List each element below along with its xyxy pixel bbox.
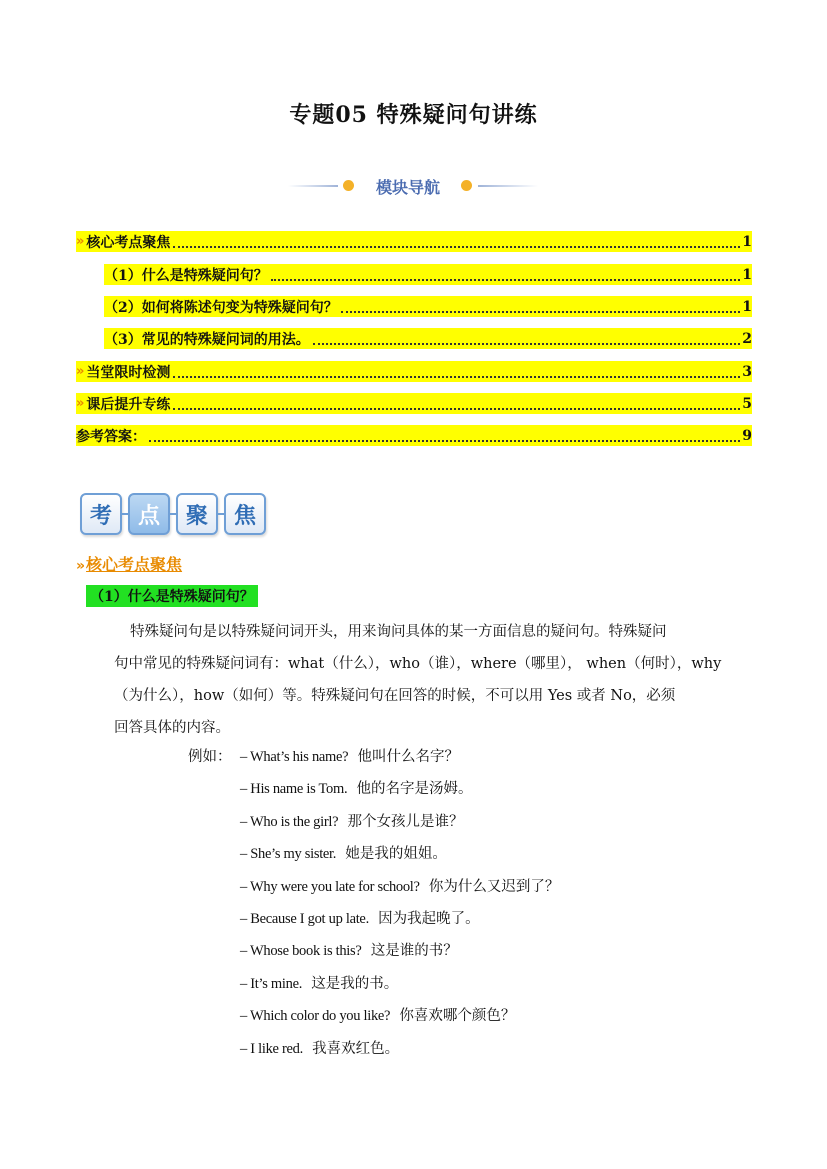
toc-item-label: 当堂限时检测 (86, 364, 171, 381)
toc-page-number: 1 (742, 298, 752, 315)
example-english: – Why were you late for school? (240, 879, 420, 895)
section-heading (76, 552, 182, 575)
example-chinese: 那个女孩儿是谁？ (347, 814, 464, 830)
badge-dian: 点 (128, 493, 170, 535)
example-english: – Whose book is this? (240, 943, 362, 959)
toc-page-number: 1 (742, 266, 752, 283)
toc-page-number: 2 (742, 330, 752, 347)
example-chinese: 因为我起晚了。 (378, 911, 480, 927)
toc-item-test[interactable] (76, 361, 752, 382)
example-row (188, 777, 473, 801)
subsection-heading: （1）什么是特殊疑问句？ (86, 585, 258, 607)
banner-line-right (478, 185, 538, 187)
example-english: – His name is Tom. (240, 781, 348, 797)
badge-jiao: 焦 (224, 493, 266, 535)
toc-leader (173, 404, 740, 410)
example-english: – I like red. (240, 1041, 303, 1057)
example-english: – Because I got up late. (240, 911, 369, 927)
toc-item-label: （3）常见的特殊疑问词的用法。 (104, 331, 310, 348)
example-row (188, 907, 480, 931)
paragraph-line: 句中常见的特殊疑问词有：what（什么），who（谁），where（哪里）， when（何时），why (114, 656, 722, 672)
example-english: – It’s mine. (240, 976, 303, 992)
double-chevron-icon: » (76, 364, 82, 379)
example-chinese: 你喜欢哪个颜色？ (399, 1008, 516, 1024)
page-title: 专题05 特殊疑问句讲练 (289, 102, 538, 128)
intro-paragraph (114, 616, 754, 744)
toc-item-practice[interactable] (76, 393, 752, 414)
examples-label: 例如： (188, 749, 232, 765)
toc-leader (341, 307, 741, 313)
toc-leader (313, 339, 741, 345)
toc-page-number: 1 (742, 233, 752, 250)
example-english: – She’s my sister. (240, 846, 337, 862)
section-heading-text: 核心考点聚焦 (86, 555, 183, 574)
toc-leader (173, 372, 740, 378)
toc-leader (271, 275, 741, 281)
example-row (188, 939, 458, 963)
module-nav-banner (288, 172, 538, 200)
example-chinese: 你为什么又迟到了？ (428, 879, 560, 895)
double-chevron-icon: » (76, 234, 82, 249)
badge-kao: 考 (80, 493, 122, 535)
example-english: – What’s his name? (240, 749, 349, 765)
example-chinese: 这是我的书。 (311, 976, 399, 992)
toc-item-label: 参考答案： (76, 428, 146, 445)
paragraph-line: 特殊疑问句是以特殊疑问词开头，用来询问具体的某一方面信息的疑问句。特殊疑问 (130, 624, 667, 640)
example-chinese: 他的名字是汤姆。 (356, 781, 473, 797)
module-nav-label: 模块导航 (375, 178, 440, 197)
toc-leader (173, 242, 740, 248)
toc-item-core[interactable] (76, 231, 752, 252)
toc-item-label: 课后提升专练 (86, 396, 171, 413)
banner-dot-icon (461, 180, 472, 191)
toc-page-number: 5 (742, 395, 752, 412)
banner-line-left (288, 185, 338, 187)
double-chevron-icon: » (76, 558, 83, 574)
toc-item-sub-1[interactable] (104, 264, 752, 285)
example-row (188, 1037, 399, 1061)
example-row (188, 810, 463, 834)
example-chinese: 她是我的姐姐。 (345, 846, 447, 862)
toc-item-answers[interactable] (76, 425, 752, 446)
toc-item-label: （1）什么是特殊疑问句？ (104, 267, 268, 284)
toc-item-label: 核心考点聚焦 (86, 234, 171, 251)
toc-page-number: 9 (742, 427, 752, 444)
example-row (188, 745, 459, 769)
toc-item-sub-3[interactable] (104, 328, 752, 349)
paragraph-line: （为什么），how（如何）等。特殊疑问句在回答的时候，不可以用 Yes 或者 No，必须 (114, 688, 676, 704)
toc-leader (149, 436, 740, 442)
example-chinese: 我喜欢红色。 (312, 1041, 400, 1057)
example-chinese: 他叫什么名字？ (357, 749, 460, 765)
badge-ju: 聚 (176, 493, 218, 535)
toc-item-sub-2[interactable] (104, 296, 752, 317)
example-chinese: 这是谁的书？ (370, 943, 458, 959)
paragraph-line: 回答具体的内容。 (114, 720, 230, 736)
focus-badges (80, 492, 266, 536)
double-chevron-icon: » (76, 396, 82, 411)
example-english: – Which color do you like? (240, 1008, 391, 1024)
example-row (188, 1004, 515, 1028)
banner-dot-icon (343, 180, 354, 191)
example-row (188, 842, 447, 866)
example-row (188, 972, 398, 996)
example-english: – Who is the girl? (240, 814, 339, 830)
example-row (188, 875, 559, 899)
toc-page-number: 3 (742, 363, 752, 380)
toc-item-label: （2）如何将陈述句变为特殊疑问句？ (104, 299, 338, 316)
